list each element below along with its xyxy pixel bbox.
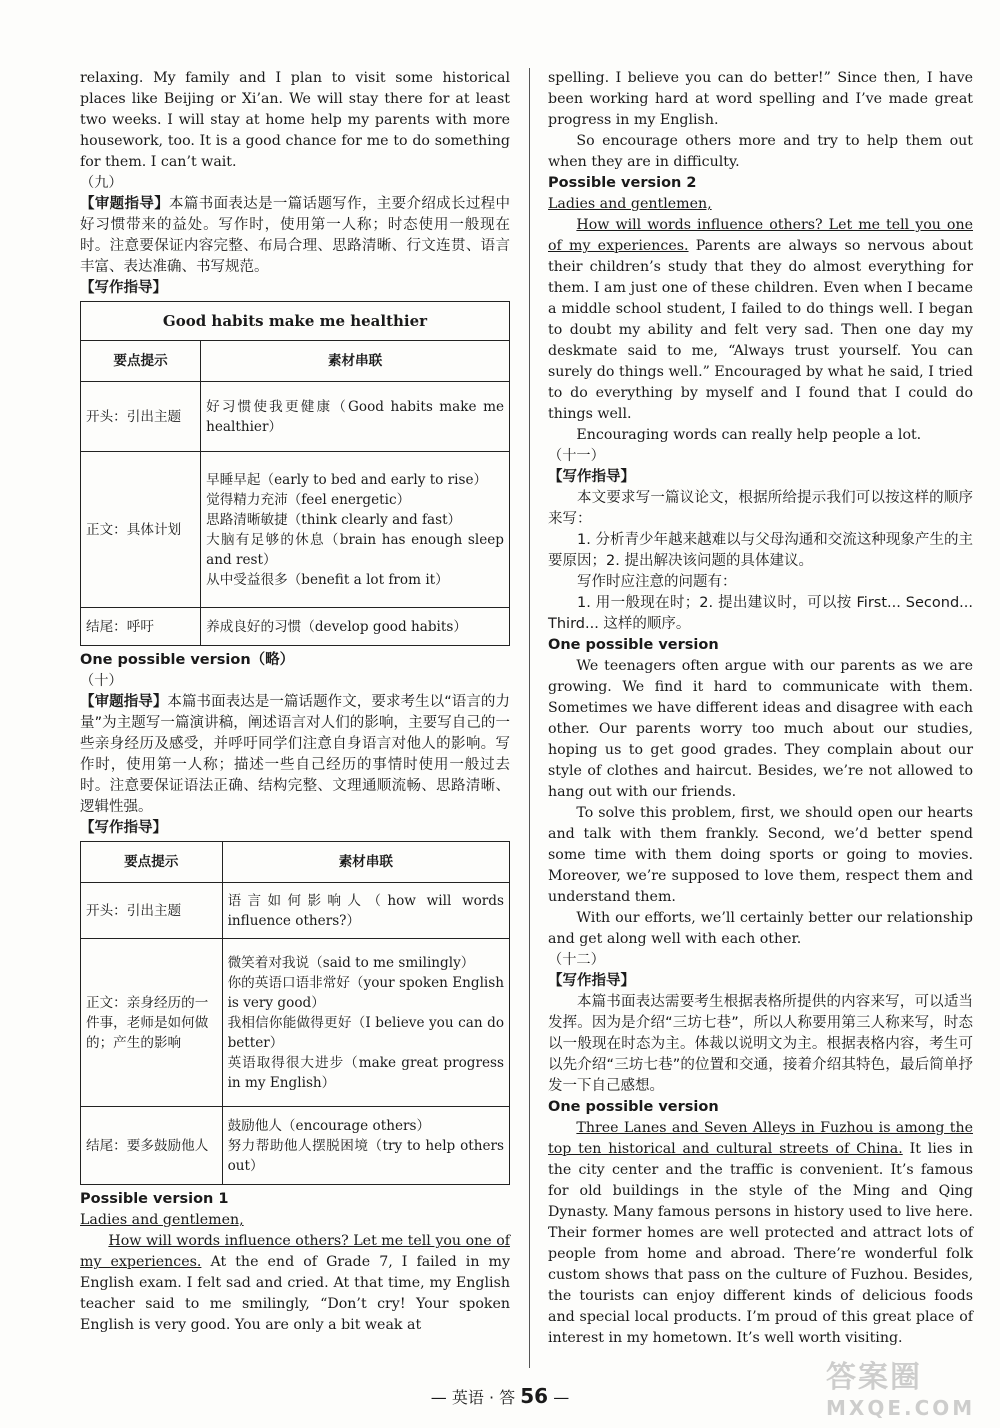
version-1-conclusion: So encourage others more and try to help them out when they are in difficulty. [548,133,973,170]
table-row-key: 正文：亲身经历的一件事，老师是如何做的；产生的影响 [81,939,223,1107]
section-10-number: （十） [80,673,123,689]
section-12-guide: 本篇书面表达需要考生根据表格所提供的内容来写，可以适当发挥。因为是介绍“三坊七巷”，所以人称要用第三人称来写，时态以一般现在时态为主。体裁以说明文为主。根据表格内容，考生可以先介绍“三坊七巷”的位置和交通，接着介绍其特色，最后简单抒发一下自己感想。 [548,994,973,1094]
section-12-intro: Three Lanes and Seven Alleys in Fuzhou is among the top ten historical and cultural streets of China. [548,1120,973,1157]
section-12-body [548,1118,973,1349]
watermark-logo [826,1352,986,1418]
table-cell-line: 好习惯使我更健康（Good habits make me healthier） [206,398,504,435]
section-11-guide-1: 本文要求写一篇议论文，根据所给提示我们可以按这样的顺序来写： [548,490,973,527]
table-cell-line: 思路清晰敏捷（think clearly and fast） [206,511,462,528]
section-11-version: One possible version [548,637,719,653]
right-column [548,68,973,1349]
table-cell-line: 你的英语口语非常好（your spoken English is very good） [227,974,504,1011]
table-cell-line: 语言如何影响人（how will words influence others?） [227,892,504,929]
version-2-greeting: Ladies and gentlemen, [548,196,712,212]
section-10-guide [80,692,510,818]
section-11-para-1: We teenagers often argue with our parents as we are growing. We find it hard to communicate with them. Sometimes we have different ideas and disagree with each other. Our parents worry too much about our studies, hoping us to get good grades. They complain about our style of clothes and haircut. Besides, we’re not allowed to hang out with our friends. [548,658,973,800]
table-row-value [201,452,510,608]
version-2-text: Parents are always so nervous about their children’s study that they do almost everything for them. I am just one of these children. Even when I became a middle school student, I failed to do things well. I began to doubt my ability and felt very sad. Then one day my deskmate said to me, “Always trust yourself. You can surely do things well.” Encouraged by what he said, I tried to do everything by myself and I found that I could do things well. [548,238,973,422]
table-power-of-words [80,841,510,1185]
table-row-key: 开头：引出主题 [81,382,201,452]
section-11-guide-4: 1. 用一般现在时；2. 提出建议时，可以按 First... Second... Third... 这样的顺序。 [548,595,973,632]
section-11-guide-3: 写作时应注意的问题有： [577,574,737,590]
section-10-guide-text: 本篇书面表达是一篇话题作文，要求考生以“语言的力量”为主题写一篇演讲稿，阐述语言对人们的影响，主要写自己的一些亲身经历及感受，并呼吁同学们注意自身语言对他人的影响。写作时，使用第一人称；描述一些自己经历的事情时使用一般过去时。注意要保证语法正确、结构完整、文理通顺流畅、思路清晰、逻辑性强。 [80,694,511,815]
table-cell-line: 鼓励他人（encourage others） [227,1117,431,1134]
table-cell-line: 大脑有足够的休息（brain has enough sleep and rest） [206,531,504,568]
section-11-write-label: 【写作指导】 [548,469,635,485]
table-cell-line: 英语取得很大进步（make great progress in my English） [227,1054,504,1091]
table-row-value [201,382,510,452]
section-12-version: One possible version [548,1099,719,1115]
table-header-materials: 素材串联 [222,842,509,883]
footer-dash-right: — [553,1388,570,1407]
table-row-key: 正文：具体计划 [81,452,201,608]
version-2-conclusion: Encouraging words can really help people a lot. [576,427,922,443]
table-header-points: 要点提示 [81,842,223,883]
version-1-title: Possible version 1 [80,1191,229,1207]
version-1-body [80,1231,510,1336]
table-cell-line: 觉得精力充沛（feel energetic） [206,491,411,508]
version-1-intro: How will words influence others? Let me tell you one of my experiences. [80,1233,510,1270]
section-9-guide [80,194,510,278]
table-header-materials: 素材串联 [201,341,510,382]
table-cell-line: 努力帮助他人摆脱困境（try to help others out） [227,1137,504,1174]
table-row-value [222,883,509,939]
column-divider [529,68,530,1368]
table-row-key: 开头：引出主题 [81,883,223,939]
footer-label: 英语 · 答 [451,1388,516,1407]
section-12-text: It lies in the city center and the traffic is convenient. It’s famous for old buildings in the style of the Ming and Qing Dynasty. Many famous persons in history used to live here. Their former homes are well protected and attract lots of people from home and abroad. There’re wonderful folk custom shows that pass on the culture of Fuzhou. Besides, the tourists can enjoy different kinds of delicious foods and special local products. I’m proud of this great place of interest in my hometown. It’s well worth visiting. [548,1141,973,1346]
version-2-intro: How will words influence others? Let me tell you one of my experiences. [548,217,973,254]
section-11-guide-2: 1. 分析青少年越来越难以与父母沟通和交流这种现象产生的主要原因；2. 提出解决该问题的具体建议。 [548,532,973,569]
section-12-number: （十二） [548,952,605,968]
version-1-text: At the end of Grade 7, I failed in my English exam. I felt sad and cried. At that time, my English teacher said to me smilingly, “Don’t cry! Your spoken English is very good. You are only a bit weak at [80,1254,510,1333]
section-11-number: （十一） [548,448,605,464]
table-row-key: 结尾：要多鼓励他人 [81,1107,223,1185]
table-title: Good habits make me healthier [81,302,510,341]
version-1-continued: spelling. I believe you can do better!” Since then, I have been working hard at word spelling and I’ve made great progress in my English. [548,70,973,128]
section-12-write-label: 【写作指导】 [548,973,635,989]
section-9-guide-label: 【审题指导】 [80,196,170,212]
section-10-write-label: 【写作指导】 [80,820,167,836]
section-9-number: （九） [80,175,123,191]
section-9-version: One possible version（略） [80,652,295,668]
section-9-guide-text: 本篇书面表达是一篇话题写作，主要介绍成长过程中好习惯带来的益处。写作时，使用第一人称；时态使用一般现在时。注意要保证内容完整、布局合理、思路清晰、行文连贯、语言丰富、表达准确、书写规范。 [80,196,511,275]
section-11-para-2: To solve this problem, first, we should open our hearts and talk with them frankly. Second, we’d better spend some time with them doing sports or going to movies. Moreover, we’re supposed to love them, respect them and understand them. [548,805,973,905]
watermark-bottom-text: MXQE.COM [826,1396,976,1420]
essay-8-ending: relaxing. My family and I plan to visit some historical places like Beijing or Xi’an. We will stay there for at least two weeks. I will stay at home help my parents with more housework, too. It is a good chance for me to do something for them. I can’t wait. [80,70,510,170]
version-1-greeting: Ladies and gentlemen, [80,1212,244,1228]
footer-dash-left: — [430,1388,447,1407]
table-cell-line: 我相信你能做得更好（I believe you can do better） [227,1014,504,1051]
table-row-value [222,1107,509,1185]
table-header-points: 要点提示 [81,341,201,382]
section-10-guide-label: 【审题指导】 [80,694,168,710]
left-column [80,68,510,1336]
section-9-write-label: 【写作指导】 [80,280,167,296]
version-2-title: Possible version 2 [548,175,697,191]
page-number: 56 [520,1384,549,1408]
table-good-habits [80,301,510,646]
section-11-para-3: With our efforts, we’ll certainly better our relationship and get along well with each other. [548,910,973,947]
table-row-value [222,939,509,1107]
table-cell-line: 早睡早起（early to bed and early to rise） [206,471,488,488]
table-cell-line: 从中受益很多（benefit a lot from it） [206,571,449,588]
watermark-top-text: 答案圈 [826,1360,922,1395]
table-cell-line: 微笑着对我说（said to me smilingly） [227,954,475,971]
table-row-key: 结尾：呼吁 [81,608,201,646]
version-2-body [548,215,973,425]
table-cell-line: 养成良好的习惯（develop good habits） [206,618,467,635]
table-row-value [201,608,510,646]
